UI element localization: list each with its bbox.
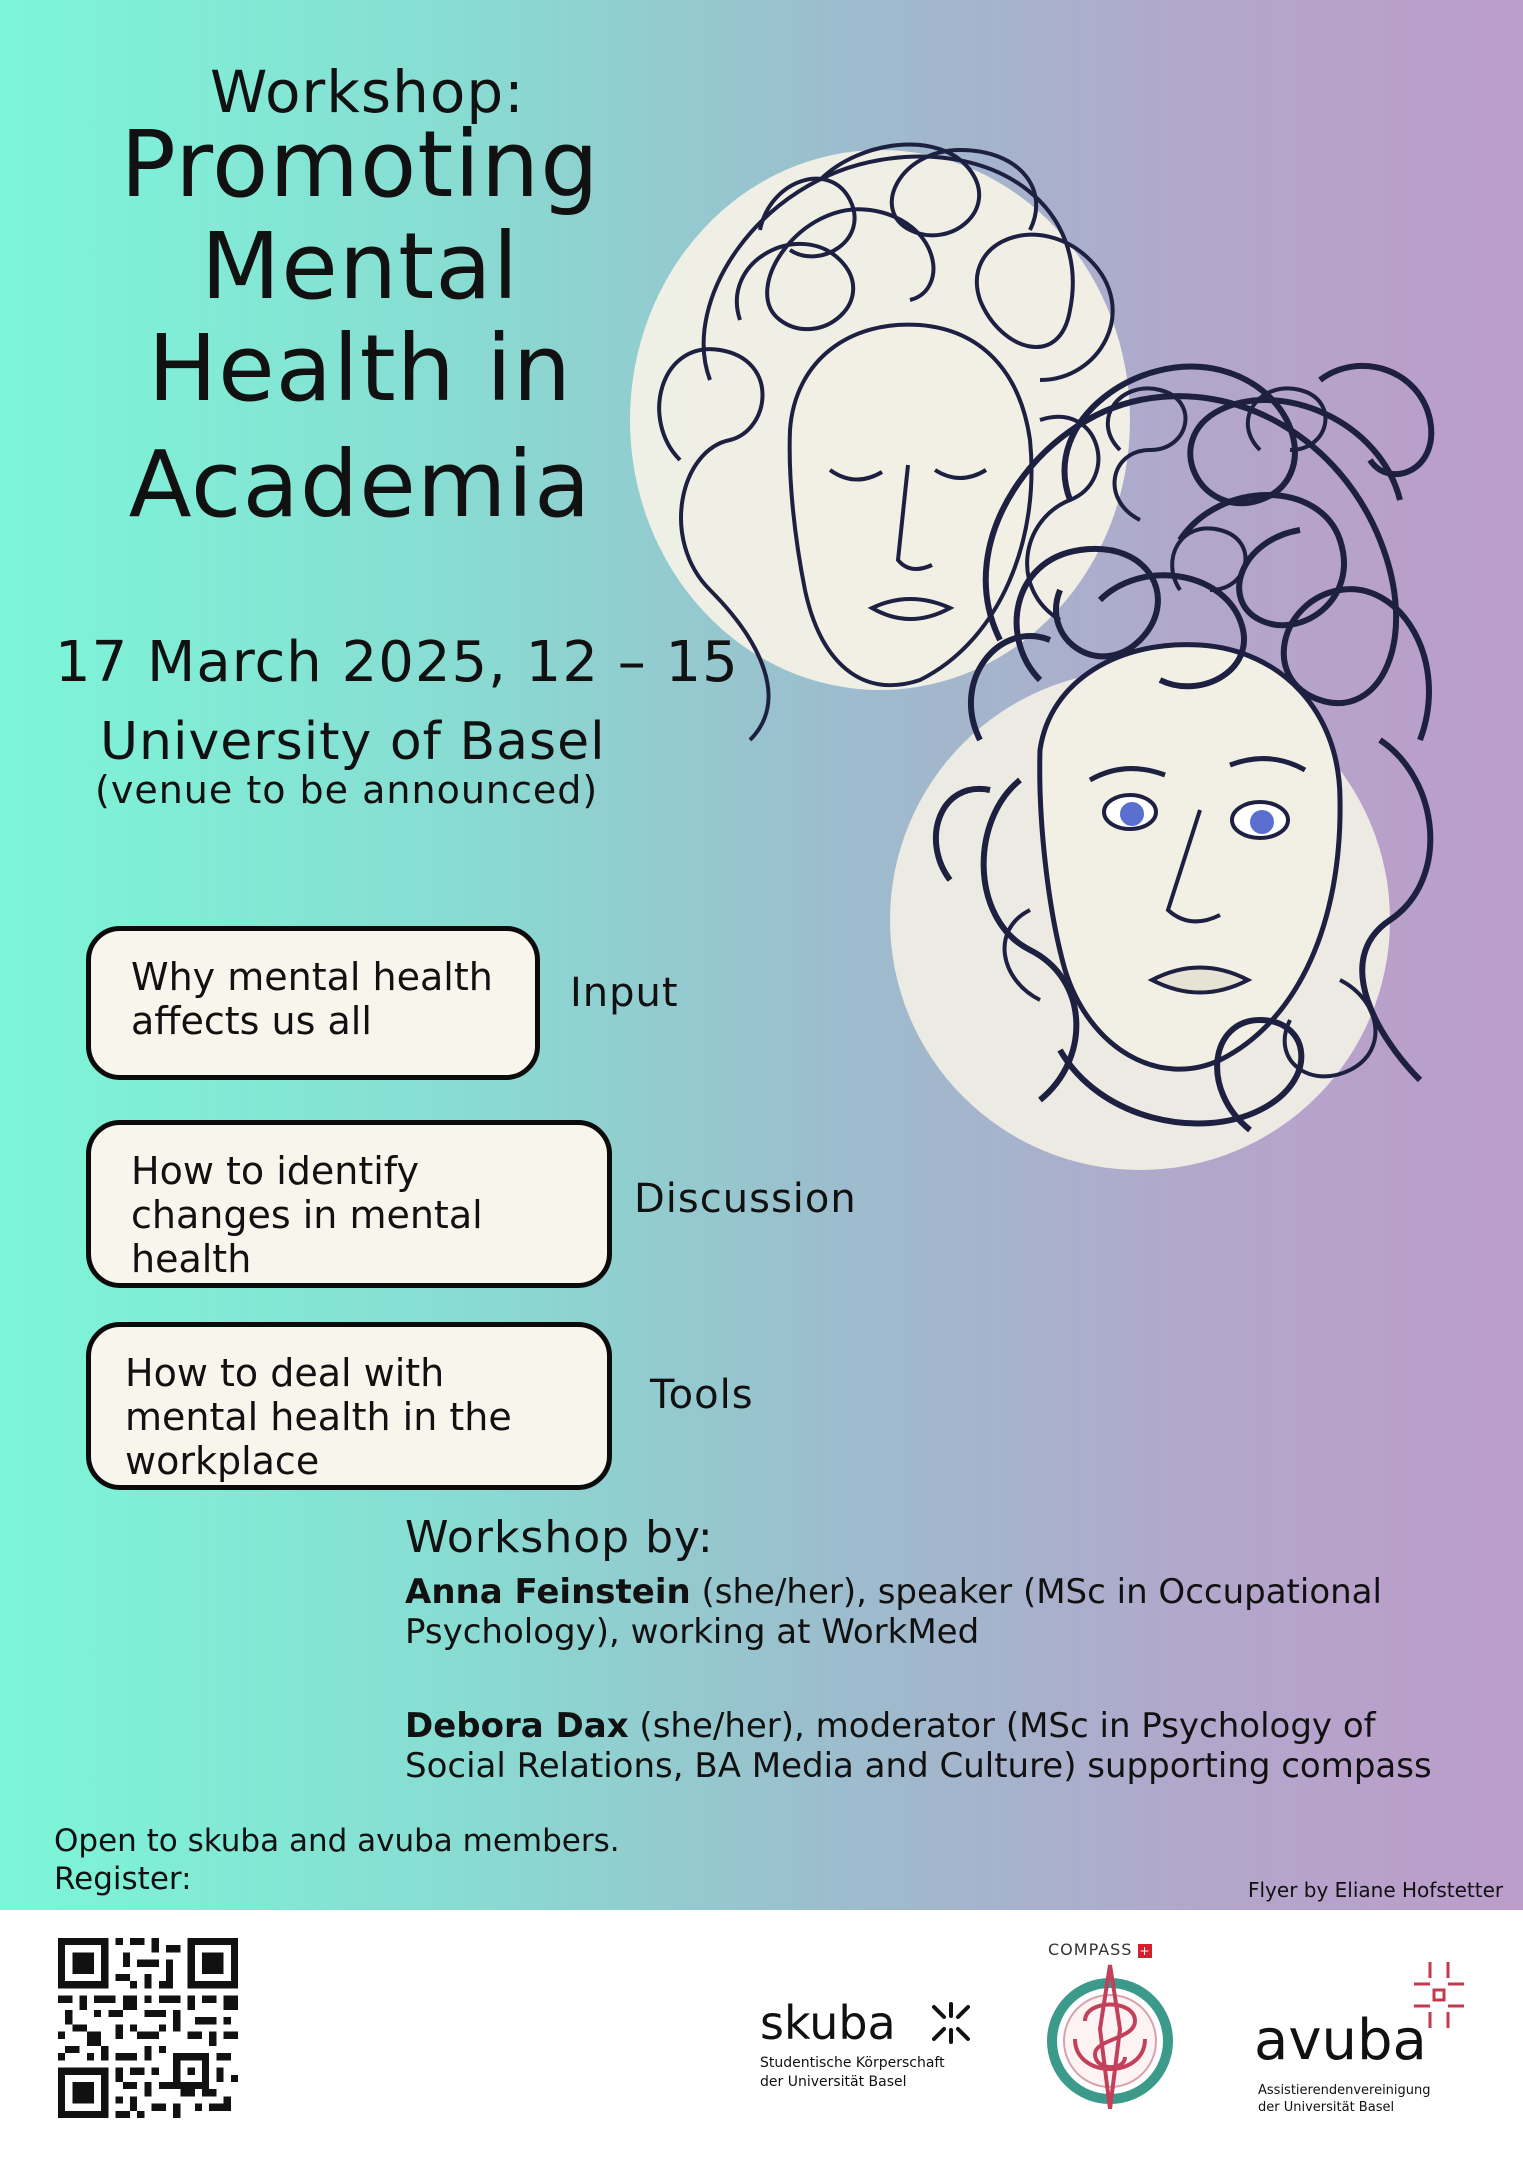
footer: [0, 1910, 1523, 2160]
avuba-cross-icon: [1404, 1962, 1474, 2032]
workshop-by-heading: Workshop by:: [405, 1512, 714, 1563]
front-face-iris-left: [1120, 802, 1144, 826]
registration-line-1: Open to skuba and avuba members.: [54, 1823, 620, 1859]
topic-box-input: [86, 926, 540, 1080]
compass-logo: [1040, 1940, 1180, 2113]
moderator-entry: [405, 1706, 1455, 1786]
topic-box-tools: [86, 1322, 612, 1490]
moderator-name: Debora Dax: [405, 1706, 629, 1746]
swiss-cross-icon: +: [1139, 1943, 1150, 1958]
avuba-wordmark: avuba: [1254, 2008, 1427, 2073]
event-venue: University of Basel: [100, 712, 606, 772]
title-line-2: Mental: [200, 213, 520, 320]
front-face-iris-right: [1250, 810, 1274, 834]
title-line-3: Health in: [147, 315, 573, 422]
faces-illustration: [620, 120, 1520, 1280]
qr-code-icon[interactable]: [58, 1938, 238, 2118]
flyer-credit: Flyer by Eliane Hofstetter: [1248, 1878, 1504, 1902]
topic-text: How to identify changes in mental health: [131, 1149, 483, 1281]
registration-text: [54, 1822, 620, 1898]
skuba-subtitle-line-2: der Universität Basel: [760, 2074, 907, 2090]
moderator-details: (she/her), moderator (MSc in Psychology of Social Relations, BA Media and Culture) supporting compass: [405, 1706, 1432, 1786]
skuba-asterisk-icon: [928, 2000, 974, 2046]
skuba-wordmark: skuba: [760, 1996, 896, 2050]
compass-wordmark: COMPASS: [1048, 1940, 1133, 1959]
avuba-subtitle: [1258, 2082, 1458, 2116]
title-line-1: Promoting: [120, 111, 600, 218]
speaker-entry: [405, 1572, 1455, 1652]
avuba-subtitle-line-2: der Universität Basel: [1258, 2100, 1395, 2115]
skuba-subtitle-line-1: Studentische Körperschaft: [760, 2055, 945, 2071]
event-date-time: 17 March 2025, 12 – 15: [55, 630, 739, 695]
topic-text: Why mental health affects us all: [131, 955, 493, 1043]
topic-tag-discussion: Discussion: [634, 1176, 857, 1222]
topic-tag-input: Input: [570, 970, 679, 1016]
title-line-4: Academia: [128, 431, 592, 538]
title-kicker: Workshop:: [210, 58, 525, 126]
speaker-details: (she/her), speaker (MSc in Occupational Psychology), working at WorkMed: [405, 1572, 1382, 1652]
skuba-subtitle: [760, 2054, 990, 2092]
avuba-subtitle-line-1: Assistierendenvereinigung: [1258, 2083, 1431, 2098]
event-venue-note: (venue to be announced): [95, 768, 599, 812]
compass-labyrinth-icon: [1040, 1959, 1180, 2109]
registration-line-2: Register:: [54, 1861, 192, 1897]
topic-text: How to deal with mental health in the workplace: [125, 1351, 512, 1483]
speaker-name: Anna Feinstein: [405, 1572, 691, 1612]
topic-tag-tools: Tools: [650, 1372, 754, 1418]
topic-box-discussion: [86, 1120, 612, 1288]
